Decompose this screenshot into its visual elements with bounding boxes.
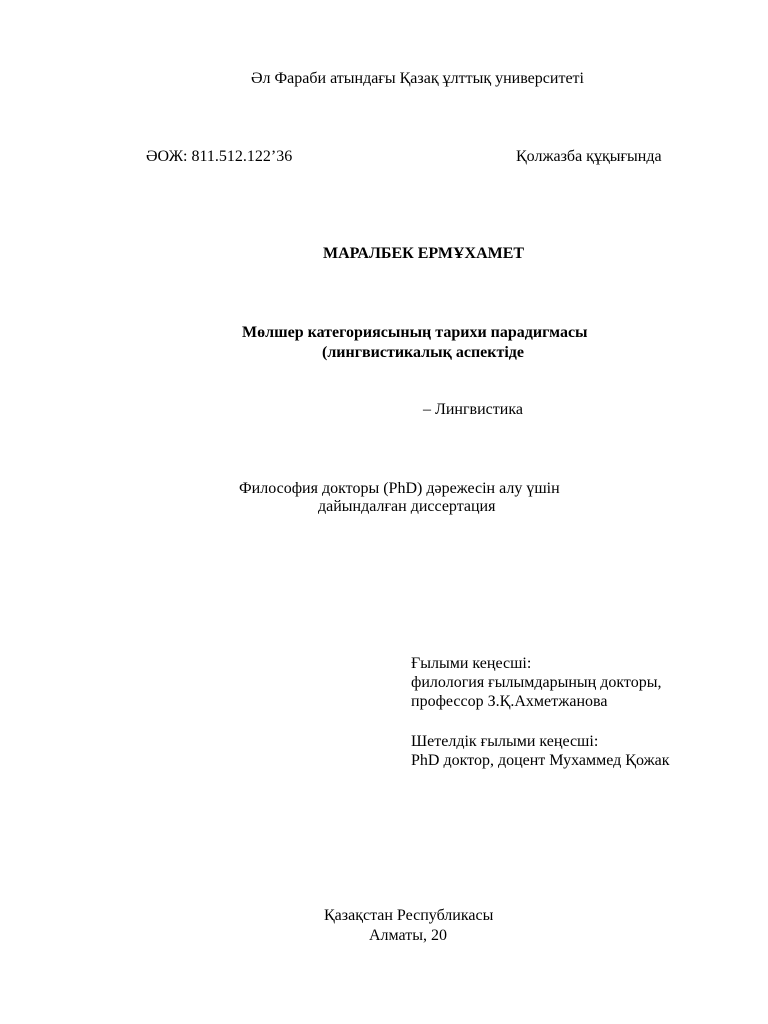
dissertation-title-line1: Мөлшер категориясының тарихи парадигмасы bbox=[242, 324, 588, 341]
degree-line2: дайындалған диссертация bbox=[318, 498, 496, 515]
specialty: – Лингвистика bbox=[423, 401, 523, 418]
country: Қазақстан Республикасы bbox=[324, 907, 494, 924]
dissertation-title-line2: (лингвистикалық аспектіде bbox=[322, 344, 524, 361]
university-name: Әл Фараби атындағы Қазақ ұлттық университеті bbox=[251, 70, 584, 87]
supervisor-label: Ғылыми кеңесші: bbox=[411, 655, 532, 672]
supervisor-name: профессор З.Қ.Ахметжанова bbox=[411, 693, 608, 710]
supervisor-degree: филология ғылымдарының докторы, bbox=[411, 674, 662, 691]
author-name: МАРАЛБЕК ЕРМҰХАМЕТ bbox=[323, 245, 525, 262]
udc-code: ӘОЖ: 811.512.122’36 bbox=[146, 148, 293, 165]
city-year: Алматы, 20 bbox=[369, 927, 447, 944]
manuscript-rights: Қолжазба құқығында bbox=[516, 148, 662, 165]
degree-line1: Философия докторы (PhD) дәрежесін алу үшін bbox=[239, 480, 560, 497]
foreign-supervisor-label: Шетелдік ғылыми кеңесші: bbox=[411, 733, 599, 750]
foreign-supervisor-name: PhD доктор, доцент Мухаммед Қожак bbox=[411, 752, 670, 769]
